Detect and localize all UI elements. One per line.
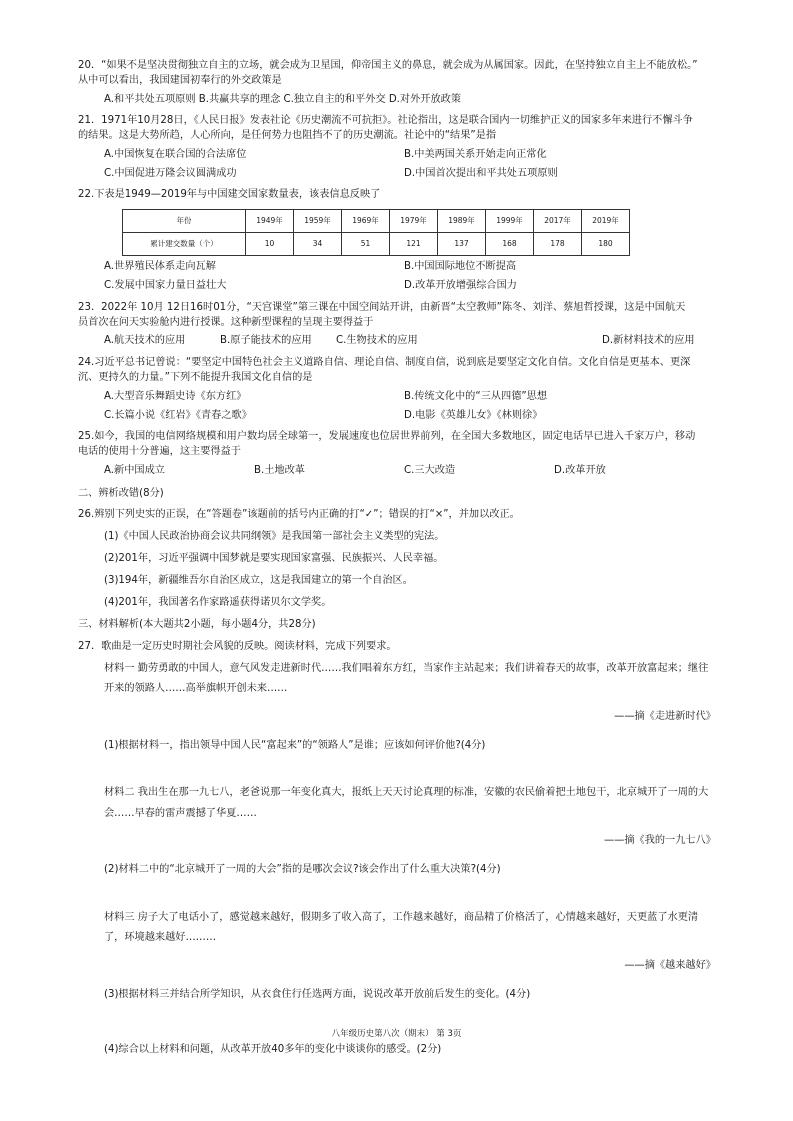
table-cell: 180 <box>582 233 630 256</box>
q21-option-d: D.中国首次提出和平共处五项原则 <box>404 167 558 179</box>
question-23 <box>78 301 718 349</box>
exam-page <box>78 52 718 1057</box>
diplomatic-relations-table <box>122 209 630 256</box>
q23-option-d: D.新材料技术的应用 <box>602 335 695 347</box>
q21-option-b: B.中美两国关系开始走向正常化 <box>404 148 547 160</box>
q21-stem-line2: 的结果。这是大势所趋，人心所向，是任何势力也阻挡不了的历史潮流。社论中的“结果”是指 <box>78 130 497 142</box>
q23-option-c: C.生物技术的应用 <box>336 335 418 347</box>
q23-option-b: B.原子能技术的应用 <box>220 335 312 347</box>
table-cell: 178 <box>534 233 582 256</box>
q25-option-a: A.新中国成立 <box>104 464 165 476</box>
q23-stem-line1: 23．2022年 10月 12日16时01分，“天宫课堂”第三课在中国空间站开讲，由新晋“太空教师”陈冬、刘洋、蔡旭哲授课，这是中国航天 <box>78 301 686 313</box>
material-2: 材料二 我出生在那一九七八，老爸说那一年变化真大，报纸上天天讨论真理的标准，安徽的农民偷着把土地包干，北京城开了一周的大会……早春的雷声震撼了华夏…… <box>104 787 709 819</box>
q26-item-4: (4)201年，我国著名作家路遥获得诺贝尔文学奖。 <box>104 596 332 608</box>
q25-option-d: D.改革开放 <box>554 464 606 476</box>
page-footer: 八年级历史第八次（期末） 第 3页 <box>331 1029 462 1039</box>
part3-section <box>78 618 718 1057</box>
table-cell: 168 <box>486 233 534 256</box>
question-24 <box>78 356 718 423</box>
table-header-count: 累计建交数量（个） <box>123 233 246 256</box>
table-cell: 1959年 <box>294 210 342 233</box>
q23-stem-line2: 员首次在问天实验舱内进行授课。这种新型课程的呈现主要得益于 <box>78 316 374 328</box>
q26-stem: 26.辨别下列史实的正误，在“答题卷”该题前的括号内正确的打“✓”；错误的打“×”，并加以改正。 <box>78 509 520 521</box>
q20-options: A.和平共处五项原则 B.共赢共享的理念 C.独立自主的和平外交 D.对外开放政策 <box>104 93 462 105</box>
table-cell: 1999年 <box>486 210 534 233</box>
q27-sub-1: (1)根据材料一，指出领导中国人民“富起来”的“领路人”是谁；应该如何评价他?(4分) <box>104 739 486 751</box>
q27-sub-2: (2)材料二中的“北京城开了一周的大会”指的是哪次会议?该会作出了什么重大决策?(4分) <box>104 864 501 876</box>
q21-option-a: A.中国恢复在联合国的合法席位 <box>104 148 247 160</box>
q25-stem-line1: 25.如今，我国的电信网络规模和用户数均居全球第一，发展速度也位居世界前列，在全国大多数地区，固定电话早已进入千家万户，移动 <box>78 431 696 443</box>
material-2-source: ——摘《我的一九七八》 <box>603 835 716 847</box>
q21-option-c: C.中国促进万隆会议圆满成功 <box>104 167 237 179</box>
table-cell: 51 <box>342 233 390 256</box>
q26-item-3: (3)194年，新疆维吾尔自治区成立，这是我国建立的第一个自治区。 <box>104 574 413 586</box>
material-1-source: ——摘《走进新时代》 <box>614 710 716 722</box>
table-cell: 1949年 <box>246 210 294 233</box>
q24-option-a: A.大型音乐舞蹈史诗《东方红》 <box>104 390 247 402</box>
part2-title: 二、辨析改错(8分) <box>78 487 164 499</box>
part2-section <box>78 487 718 611</box>
q22-option-d: D.改革开放增强综合国力 <box>404 280 517 292</box>
table-cell: 137 <box>438 233 486 256</box>
table-row <box>123 210 630 233</box>
table-cell: 34 <box>294 233 342 256</box>
material-1: 材料一 勤劳勇敢的中国人，意气风发走进新时代……我们唱着东方红，当家作主站起来；我们讲着春天的故事，改革开放富起来；继往开来的领路人……高举旗帜开创未来…… <box>104 662 709 695</box>
table-cell: 2019年 <box>582 210 630 233</box>
table-row <box>123 233 630 256</box>
part3-title: 三、材料解析(本大题共2小题，每小题4分，共28分) <box>78 619 316 631</box>
q26-item-1: (1)《中国人民政治协商会议共同纲领》是我国第一部社会主义类型的宪法。 <box>104 531 445 543</box>
table-header-year: 年份 <box>123 210 246 233</box>
q21-stem-line1: 21．1971年10月28日，《人民日报》发表社论《历史潮流不可抗拒》。社论指出，这是联合国内一切维护正义的国家多年来进行不懈斗争 <box>78 115 693 127</box>
q20-stem-line2: 从中可以看出，我国建国初奉行的外交政策是 <box>78 74 282 86</box>
q24-stem-line2: 沉、更持久的力量。”下列不能提升我国文化自信的是 <box>78 371 313 383</box>
q24-option-d: D.电影《英雄儿女》《林则徐》 <box>404 409 543 421</box>
table-cell: 10 <box>246 233 294 256</box>
table-cell: 2017年 <box>534 210 582 233</box>
q25-option-b: B.土地改革 <box>254 464 305 476</box>
question-20 <box>78 59 718 107</box>
table-cell: 121 <box>390 233 438 256</box>
q20-stem-line1: 20．“如果不是坚决贯彻独立自主的立场，就会成为卫星国，仰帝国主义的鼻息，就会成为从属国家。因此，在坚持独立自主上不能放松。” <box>78 60 698 71</box>
q25-stem-line2: 电话的使用十分普遍，这主要得益于 <box>78 446 241 458</box>
q22-option-c: C.发展中国家力量日益壮大 <box>104 280 227 292</box>
question-25 <box>78 430 718 478</box>
q22-option-a: A.世界殖民体系走向瓦解 <box>104 261 216 273</box>
question-22 <box>78 188 718 293</box>
q27-sub-3: (3)根据材料三并结合所学知识，从衣食住行任选两方面，说说改革开放前后发生的变化。(4分) <box>104 988 531 1000</box>
q24-option-b: B.传统文化中的“三从四德”思想 <box>404 390 548 402</box>
question-21 <box>78 114 718 181</box>
material-3: 材料三 房子大了电话小了，感觉越来越好，假期多了收入高了，工作越来越好，商品精了价格活了，心情越来越好，天更蓝了水更清了，环境越来越好……… <box>104 912 699 944</box>
table-cell: 1989年 <box>438 210 486 233</box>
q26-item-2: (2)201年，习近平强调中国梦就是要实现国家富强、民族振兴、人民幸福。 <box>104 552 444 564</box>
q24-stem-line1: 24.习近平总书记曾说：“要坚定中国特色社会主义道路自信、理论自信、制度自信，说到底是要坚定文化自信。文化自信是更基本、更深 <box>78 357 691 369</box>
q24-option-c: C.长篇小说《红岩》《青春之歌》 <box>104 409 252 421</box>
q25-option-c: C.三大改造 <box>404 464 456 476</box>
table-cell: 1969年 <box>342 210 390 233</box>
q27-stem: 27．歌曲是一定历史时期社会风貌的反映。阅读材料，完成下列要求。 <box>78 641 397 653</box>
table-cell: 1979年 <box>390 210 438 233</box>
material-3-source: ——摘《越来越好》 <box>624 960 716 971</box>
q23-option-a: A.航天技术的应用 <box>104 335 186 347</box>
q22-option-b: B.中国国际地位不断提高 <box>404 261 517 273</box>
q22-stem: 22.下表是1949—2019年与中国建交国家数量表，该表信息反映了 <box>78 189 381 201</box>
q27-sub-4: (4)综合以上材料和问题，从改革开放40多年的变化中谈谈你的感受。(2分) <box>104 1043 442 1055</box>
